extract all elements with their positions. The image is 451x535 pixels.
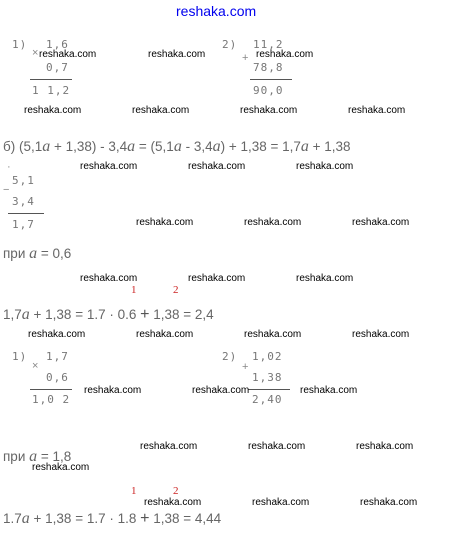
- watermark: reshaka.com: [28, 329, 86, 340]
- part-b-text: + 1,38: [308, 139, 351, 154]
- calc5-rule: [248, 389, 290, 390]
- watermark: reshaka.com: [148, 49, 206, 60]
- step-marker-2: 2: [173, 485, 179, 497]
- watermark: reshaka.com: [136, 217, 194, 228]
- watermark: reshaka.com: [132, 105, 190, 116]
- variable-a: a: [29, 448, 38, 465]
- multiply-sign: ×: [32, 47, 39, 59]
- watermark: reshaka.com: [240, 105, 298, 116]
- step-marker-2: 2: [173, 284, 179, 296]
- step-marker-1: 1: [131, 284, 137, 296]
- variable-a: a: [300, 138, 309, 155]
- watermark: reshaka.com: [32, 462, 90, 473]
- watermark: reshaka.com: [244, 217, 302, 228]
- variable-a: a: [212, 138, 221, 155]
- equation-text: 1,38 = 2,4: [149, 307, 214, 322]
- case1-equation: [3, 306, 214, 324]
- calc3-operand-b: 3,4: [12, 195, 35, 208]
- variable-a: a: [29, 245, 38, 262]
- watermark: reshaka.com: [80, 161, 138, 172]
- watermark: reshaka.com: [24, 105, 82, 116]
- watermark: reshaka.com: [248, 441, 306, 452]
- calc5-result: 2,40: [252, 393, 283, 406]
- calc4-rule: [30, 389, 72, 390]
- part-b-text: б) (5,1: [3, 139, 43, 154]
- variable-a: a: [21, 306, 30, 323]
- calc1-label: 1): [12, 38, 28, 51]
- watermark: reshaka.com: [188, 161, 246, 172]
- part-b-expression: [3, 138, 351, 156]
- watermark: reshaka.com: [256, 49, 314, 60]
- watermark: reshaka.com: [39, 49, 97, 60]
- minus-sign: −: [3, 184, 10, 196]
- calc2-operand-b: 78,8: [253, 61, 284, 74]
- step-marker-1: 1: [131, 485, 137, 497]
- condition-value: = 0,6: [37, 246, 72, 261]
- part-b-text: + 1,38) - 3,4: [50, 139, 128, 154]
- watermark: reshaka.com: [192, 385, 250, 396]
- calc2-label: 2): [222, 38, 238, 51]
- plus-sign: +: [140, 510, 150, 527]
- calc1-result: 1 1,2: [32, 84, 71, 97]
- calc3-operand-a: 5,1: [12, 174, 35, 187]
- watermark: reshaka.com: [136, 329, 194, 340]
- watermark: reshaka.com: [188, 273, 246, 284]
- condition-prefix: при: [3, 246, 30, 261]
- calc3-rule: [8, 213, 44, 214]
- calc1-operand-a: 1,6: [46, 38, 69, 51]
- calc5-label: 2): [222, 350, 238, 363]
- equation-text: 1.7: [3, 511, 22, 526]
- watermark: reshaka.com: [80, 273, 138, 284]
- watermark: reshaka.com: [84, 385, 142, 396]
- calc4-result: 1,0 2: [32, 393, 71, 406]
- watermark: reshaka.com: [348, 105, 406, 116]
- watermark: reshaka.com: [356, 441, 414, 452]
- variable-a: a: [42, 138, 51, 155]
- site-header-link[interactable]: reshaka.com: [176, 3, 257, 19]
- watermark: reshaka.com: [360, 497, 418, 508]
- dot-mark: ·: [7, 161, 11, 173]
- calc5-operand-b: 1,38: [252, 371, 283, 384]
- variable-a: a: [173, 138, 182, 155]
- watermark: reshaka.com: [140, 441, 198, 452]
- calc1-rule: [30, 79, 72, 80]
- equation-text: 1,7: [3, 307, 22, 322]
- variable-a: a: [127, 138, 136, 155]
- part-b-text: - 3,4: [181, 139, 213, 154]
- variable-a: a: [21, 510, 30, 527]
- equation-text: + 1,38 = 1.7 · 1.8: [29, 511, 141, 526]
- watermark: reshaka.com: [252, 497, 310, 508]
- condition-value: = 1,8: [37, 449, 72, 464]
- calc3-result: 1,7: [12, 218, 35, 231]
- condition-prefix: при: [3, 449, 30, 464]
- calc4-label: 1): [12, 350, 28, 363]
- case2-equation: [3, 510, 221, 528]
- watermark: reshaka.com: [352, 217, 410, 228]
- calc2-rule: [250, 79, 292, 80]
- watermark: reshaka.com: [144, 497, 202, 508]
- watermark: reshaka.com: [244, 329, 302, 340]
- calc4-operand-a: 1,7: [46, 350, 69, 363]
- calc1-operand-b: 0,7: [46, 61, 69, 74]
- plus-sign: +: [140, 306, 150, 323]
- calc4-operand-b: 0,6: [46, 371, 69, 384]
- part-b-text: ) + 1,38 = 1,7: [220, 139, 301, 154]
- calc5-operand-a: 1,02: [252, 350, 283, 363]
- multiply-sign: ×: [32, 360, 39, 372]
- plus-sign: +: [242, 361, 249, 373]
- case1-condition: [3, 245, 71, 263]
- equation-text: + 1,38 = 1.7 · 0.6: [29, 307, 141, 322]
- watermark: reshaka.com: [296, 161, 354, 172]
- calc2-operand-a: 11,2: [253, 38, 284, 51]
- part-b-text: = (5,1: [135, 139, 174, 154]
- watermark: reshaka.com: [352, 329, 410, 340]
- plus-sign: +: [242, 52, 249, 64]
- equation-text: 1,38 = 4,44: [149, 511, 222, 526]
- watermark: reshaka.com: [300, 385, 358, 396]
- watermark: reshaka.com: [296, 273, 354, 284]
- calc2-result: 90,0: [253, 84, 284, 97]
